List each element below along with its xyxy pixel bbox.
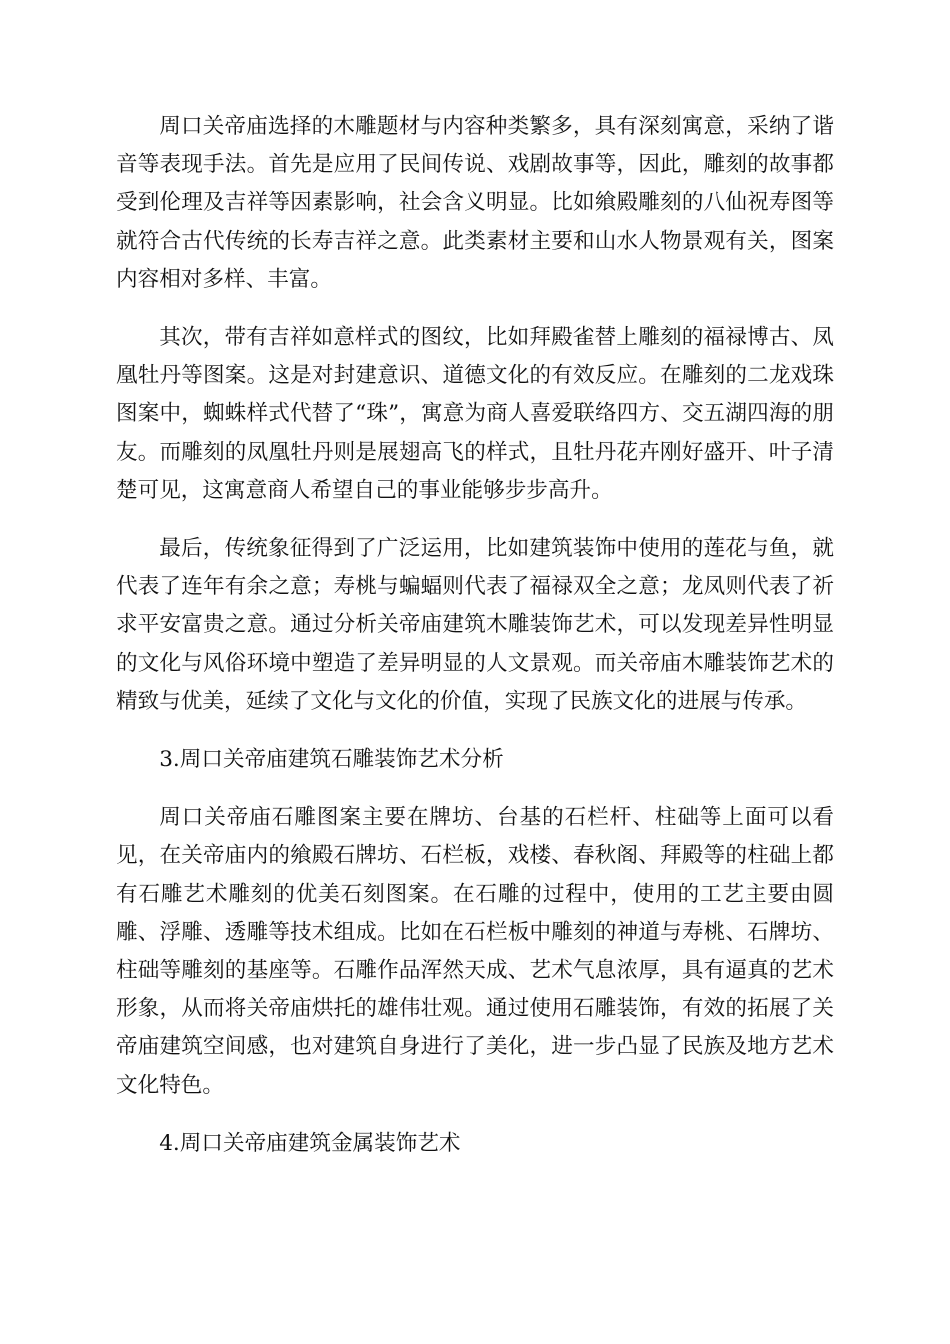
section-3-heading: 3.周口关帝庙建筑石雕装饰艺术分析 bbox=[159, 747, 504, 773]
paragraph-traditional-symbols: 最后，传统象征得到了广泛运用，比如建筑装饰中使用的莲花与鱼，就代表了连年有余之意；寿桃与蝙蝠则代表了福禄双全之意；龙凤则代表了祈求平安富贵之意。通过分析关帝庙建筑木雕装饰艺术，可以发现差异性明显的文化与风俗环境中塑造了差异明显的人文景观。而关帝庙木雕装饰艺术的精致与优美，延续了文化与文化的价值，实现了民族文化的进展与传承。 bbox=[116, 536, 834, 714]
paragraph-auspicious-patterns: 其次，带有吉祥如意样式的图纹，比如拜殿雀替上雕刻的福禄博古、凤凰牡丹等图案。这是对封建意识、道德文化的有效反应。在雕刻的二龙戏珠图案中，蜘蛛样式代替了“珠”，寓意为商人喜爱联络四方、交五湖四海的朋友。而雕刻的凤凰牡丹则是展翅高飞的样式，且牡丹花卉刚好盛开、叶子清楚可见，这寓意商人希望自己的事业能够步步高升。 bbox=[116, 325, 834, 503]
paragraph-stone-carving: 周口关帝庙石雕图案主要在牌坊、台基的石栏杆、柱础等上面可以看见，在关帝庙内的飨殿石牌坊、石栏板，戏楼、春秋阁、拜殿等的柱础上都有石雕艺术雕刻的优美石刻图案。在石雕的过程中，使用的工艺主要由圆雕、浮雕、透雕等技术组成。比如在石栏板中雕刻的神道与寿桃、石牌坊、柱础等雕刻的基座等。石雕作品浑然天成、艺术气息浓厚，具有逼真的艺术形象，从而将关帝庙烘托的雄伟壮观。通过使用石雕装饰，有效的拓展了关帝庙建筑空间感，也对建筑自身进行了美化，进一步凸显了民族及地方艺术文化特色。 bbox=[116, 805, 834, 1098]
section-4-heading: 4.周口关帝庙建筑金属装饰艺术 bbox=[159, 1130, 461, 1156]
document-body bbox=[116, 108, 834, 1183]
paragraph-wood-carving-themes: 周口关帝庙选择的木雕题材与内容种类繁多，具有深刻寓意，采纳了谐音等表现手法。首先是应用了民间传说、戏剧故事等，因此，雕刻的故事都受到伦理及吉祥等因素影响，社会含义明显。比如飨殿雕刻的八仙祝寿图等就符合古代传统的长寿吉祥之意。此类素材主要和山水人物景观有关，图案内容相对多样、丰富。 bbox=[116, 114, 834, 292]
